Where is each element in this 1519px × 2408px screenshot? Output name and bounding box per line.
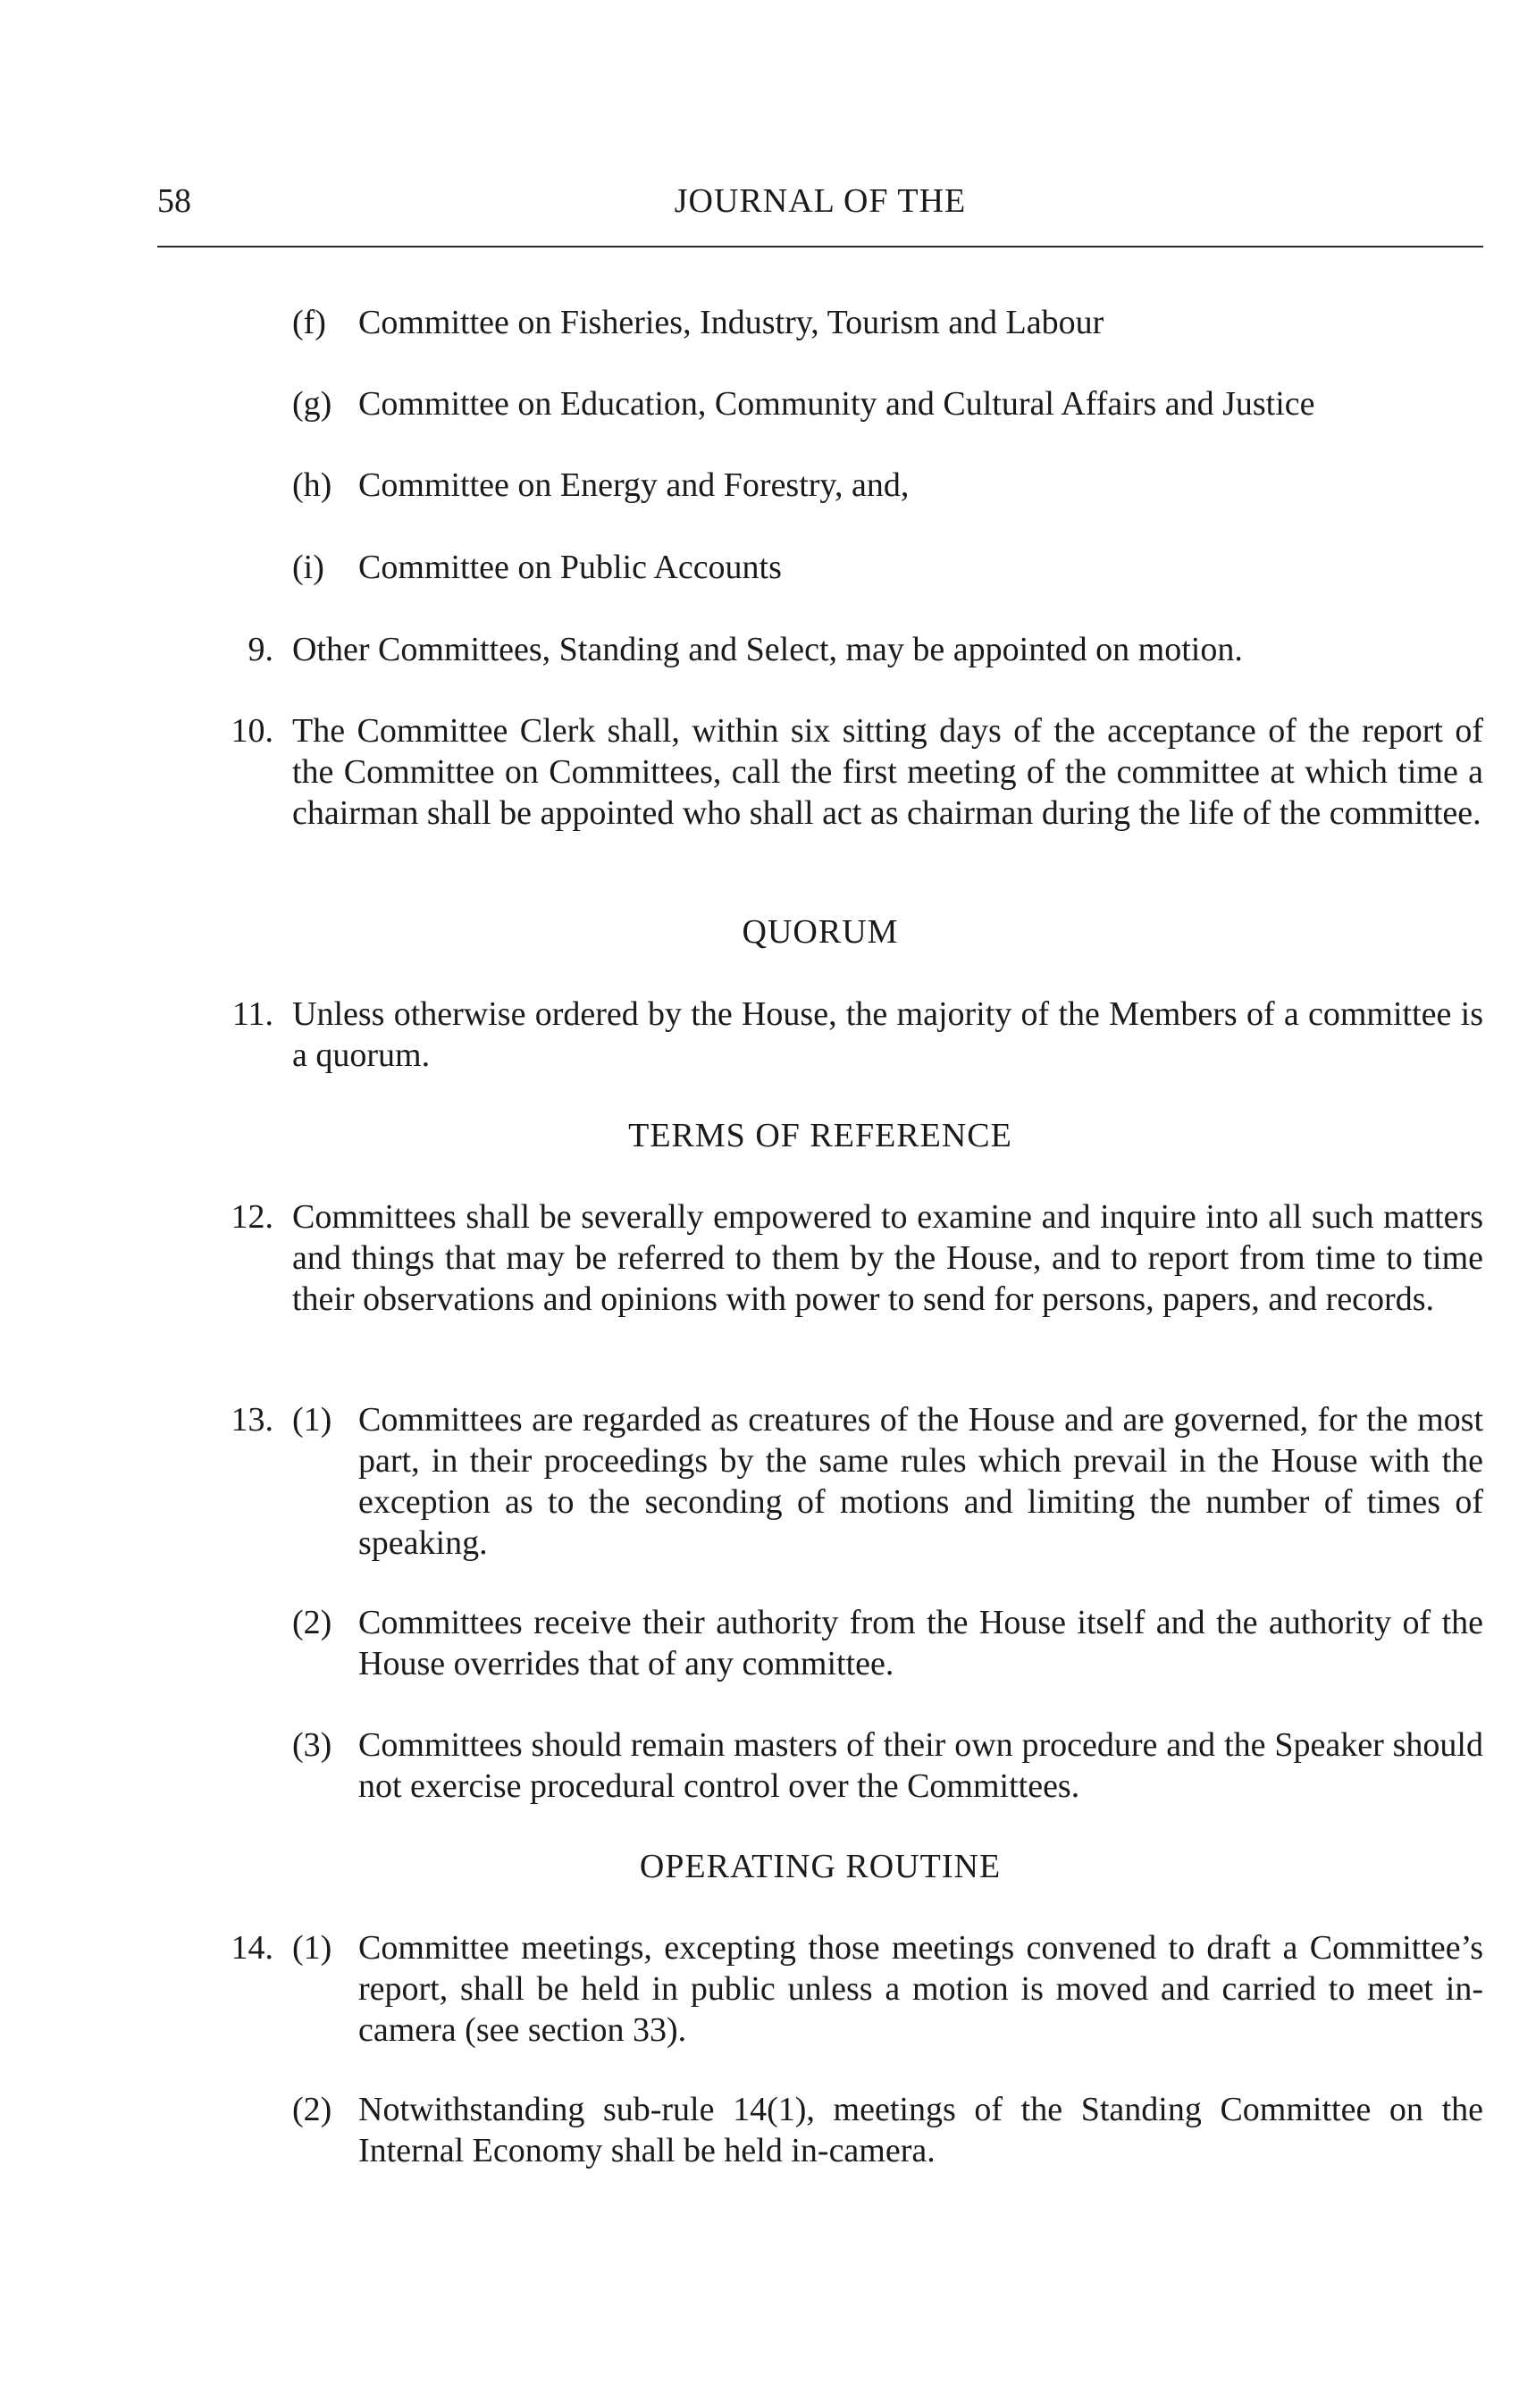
rule-13-3-label: (3) bbox=[292, 1726, 332, 1764]
rule-14-1-text: Committee meetings, excepting those meetings convened to draft a Committee’s report, shall be held in public unless a motion is moved and carried to meet in-camera (see section 33). bbox=[358, 1929, 1483, 2049]
rule-13-1-label: (1) bbox=[292, 1401, 332, 1439]
item-f-label: (f) bbox=[292, 304, 326, 341]
rule-11-number: 11. bbox=[231, 995, 273, 1033]
rule-13-1-text: Committees are regarded as creatures of the House and are governed, for the most part, in their proceedings by the same rules which prevail in the House with the exception as to the seconding of motions and limiting the number of times of speaking. bbox=[358, 1401, 1483, 1562]
rule-11-text: Unless otherwise ordered by the House, the majority of the Members of a committee is a quorum. bbox=[292, 995, 1483, 1074]
rule-10-number: 10. bbox=[231, 712, 273, 750]
page-number: 58 bbox=[157, 182, 191, 220]
rule-14-number: 14. bbox=[231, 1929, 273, 1967]
rule-12-number: 12. bbox=[231, 1198, 273, 1236]
section-heading-operating-routine: OPERATING ROUTINE bbox=[639, 1848, 1002, 1885]
item-h-text: Committee on Energy and Forestry, and, bbox=[358, 466, 910, 504]
item-i-text: Committee on Public Accounts bbox=[358, 549, 782, 586]
rule-13-number: 13. bbox=[231, 1401, 273, 1439]
rule-13-2-label: (2) bbox=[292, 1604, 332, 1641]
item-g-label: (g) bbox=[292, 385, 332, 423]
item-f-text: Committee on Fisheries, Industry, Tourism and Labour bbox=[358, 304, 1104, 341]
rule-14-2-text: Notwithstanding sub-rule 14(1), meetings of the Standing Committee on the Internal Economy shall be held in-camera. bbox=[358, 2091, 1483, 2169]
item-g-text: Committee on Education, Community and Cultural Affairs and Justice bbox=[358, 385, 1315, 423]
section-heading-terms-of-reference: TERMS OF REFERENCE bbox=[628, 1117, 1012, 1154]
rule-14-2-label: (2) bbox=[292, 2091, 332, 2128]
rule-14-1-label: (1) bbox=[292, 1929, 332, 1967]
rule-9-text: Other Committees, Standing and Select, may be appointed on motion. bbox=[292, 631, 1243, 668]
rule-12-text: Committees shall be severally empowered to examine and inquire into all such matters and things that may be referred to them by the House, and to report from time to time their observations and opinions with power to send for persons, papers, and records. bbox=[292, 1198, 1483, 1318]
rule-13-3-text: Committees should remain masters of their own procedure and the Speaker should not exercise procedural control over the Committees. bbox=[358, 1726, 1483, 1805]
rule-9-number: 9. bbox=[248, 631, 273, 668]
rule-13-2-text: Committees receive their authority from the House itself and the authority of the House overrides that of any committee. bbox=[358, 1604, 1483, 1682]
item-h-label: (h) bbox=[292, 466, 332, 504]
running-header-title: JOURNAL OF THE bbox=[674, 182, 967, 220]
header-rule bbox=[157, 246, 1483, 248]
section-heading-quorum: QUORUM bbox=[742, 913, 899, 951]
item-i-label: (i) bbox=[292, 549, 324, 586]
rule-10-text: The Committee Clerk shall, within six sitting days of the acceptance of the report of the Committee on Committees, call the first meeting of the committee at which time a chairman shall be appointed who shall act as chairman during the life of the committee. bbox=[292, 712, 1483, 832]
